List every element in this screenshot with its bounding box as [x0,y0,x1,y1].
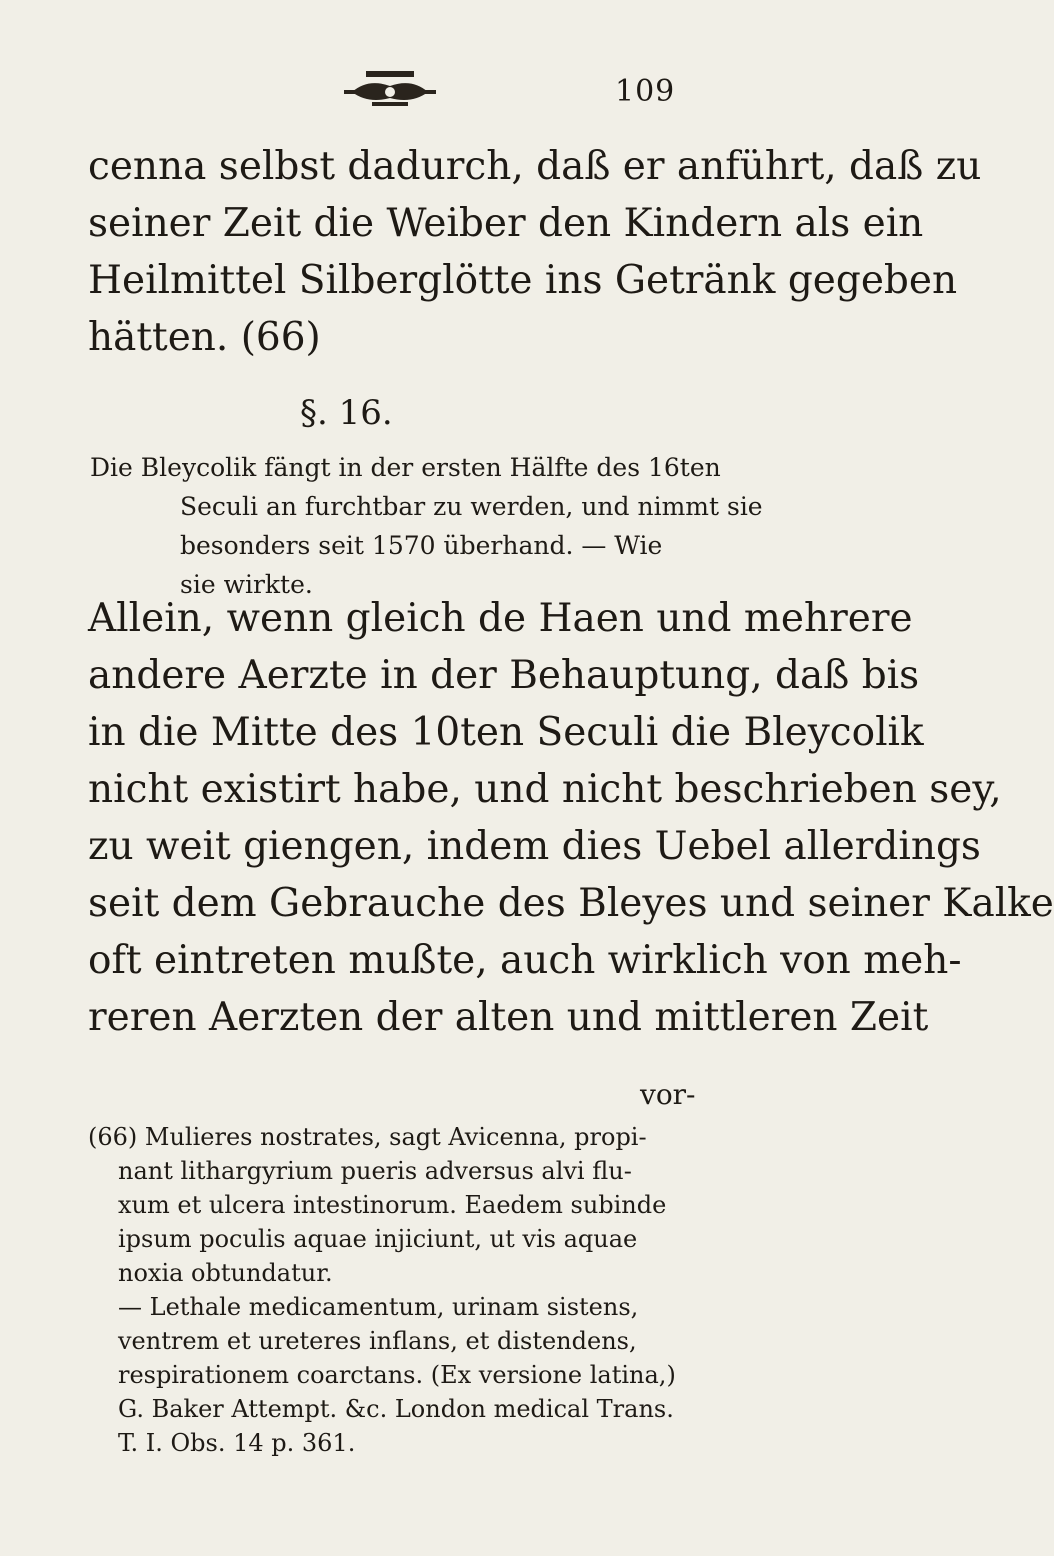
text-line: andere Aerzte in der Behauptung, daß bis [88,653,920,698]
footnote [88,1120,748,1460]
footnote-line: respirationem coarctans. (Ex versione latina,) [118,1361,676,1389]
text-line: cenna selbst dadurch, daß er anführt, daß zu [88,144,982,189]
text-line: Allein, wenn gleich de Haen und mehrere [88,596,913,641]
summary-line: sie wirkte. [180,570,313,599]
footnote-line: T. I. Obs. 14 p. 361. [118,1429,356,1457]
page-number: 109 [615,74,676,109]
summary-line: besonders seit 1570 überhand. — Wie [180,531,663,560]
text-line: seit dem Gebrauche des Bleyes und seiner Kalke [88,881,1054,926]
footnote-line: xum et ulcera intestinorum. Eaedem subinde [118,1191,667,1219]
summary-line: Seculi an furchtbar zu werden, und nimmt sie [180,492,763,521]
footnote-line: (66) Mulieres nostrates, sagt Avicenna, propi- [88,1123,647,1151]
catchword: vor- [640,1078,696,1111]
text-line: Heilmittel Silberglötte ins Getränk gegeben [88,258,958,303]
text-line: nicht existirt habe, und nicht beschrieben sey, [88,767,1002,812]
footnote-line: G. Baker Attempt. &c. London medical Trans. [118,1395,674,1423]
text-line: oft eintreten mußte, auch wirklich von meh- [88,938,962,983]
section-heading: §. 16. [300,393,393,433]
footnote-line: nant lithargyrium pueris adversus alvi flu- [118,1157,632,1185]
intro-paragraph [88,138,982,366]
footnote-line: noxia obtundatur. [118,1259,333,1287]
footnote-line: — Lethale medicamentum, urinam sistens, [118,1293,639,1321]
text-line: seiner Zeit die Weiber den Kindern als ein [88,201,924,246]
main-paragraph [88,590,1054,1046]
summary-line: Die Bleycolik fängt in der ersten Hälfte des 16ten [90,453,721,482]
text-line: in die Mitte des 10ten Seculi die Bleycolik [88,710,924,755]
footnote-line: ventrem et ureteres inflans, et distendens, [118,1327,637,1355]
text-line: zu weit giengen, indem dies Uebel allerdings [88,824,981,869]
text-line: reren Aerzten der alten und mittleren Zeit [88,995,929,1040]
header-ornament [338,68,442,108]
footnote-line: ipsum poculis aquae injiciunt, ut vis aquae [118,1225,638,1253]
text-line: hätten. (66) [88,315,321,360]
section-summary [90,448,763,604]
